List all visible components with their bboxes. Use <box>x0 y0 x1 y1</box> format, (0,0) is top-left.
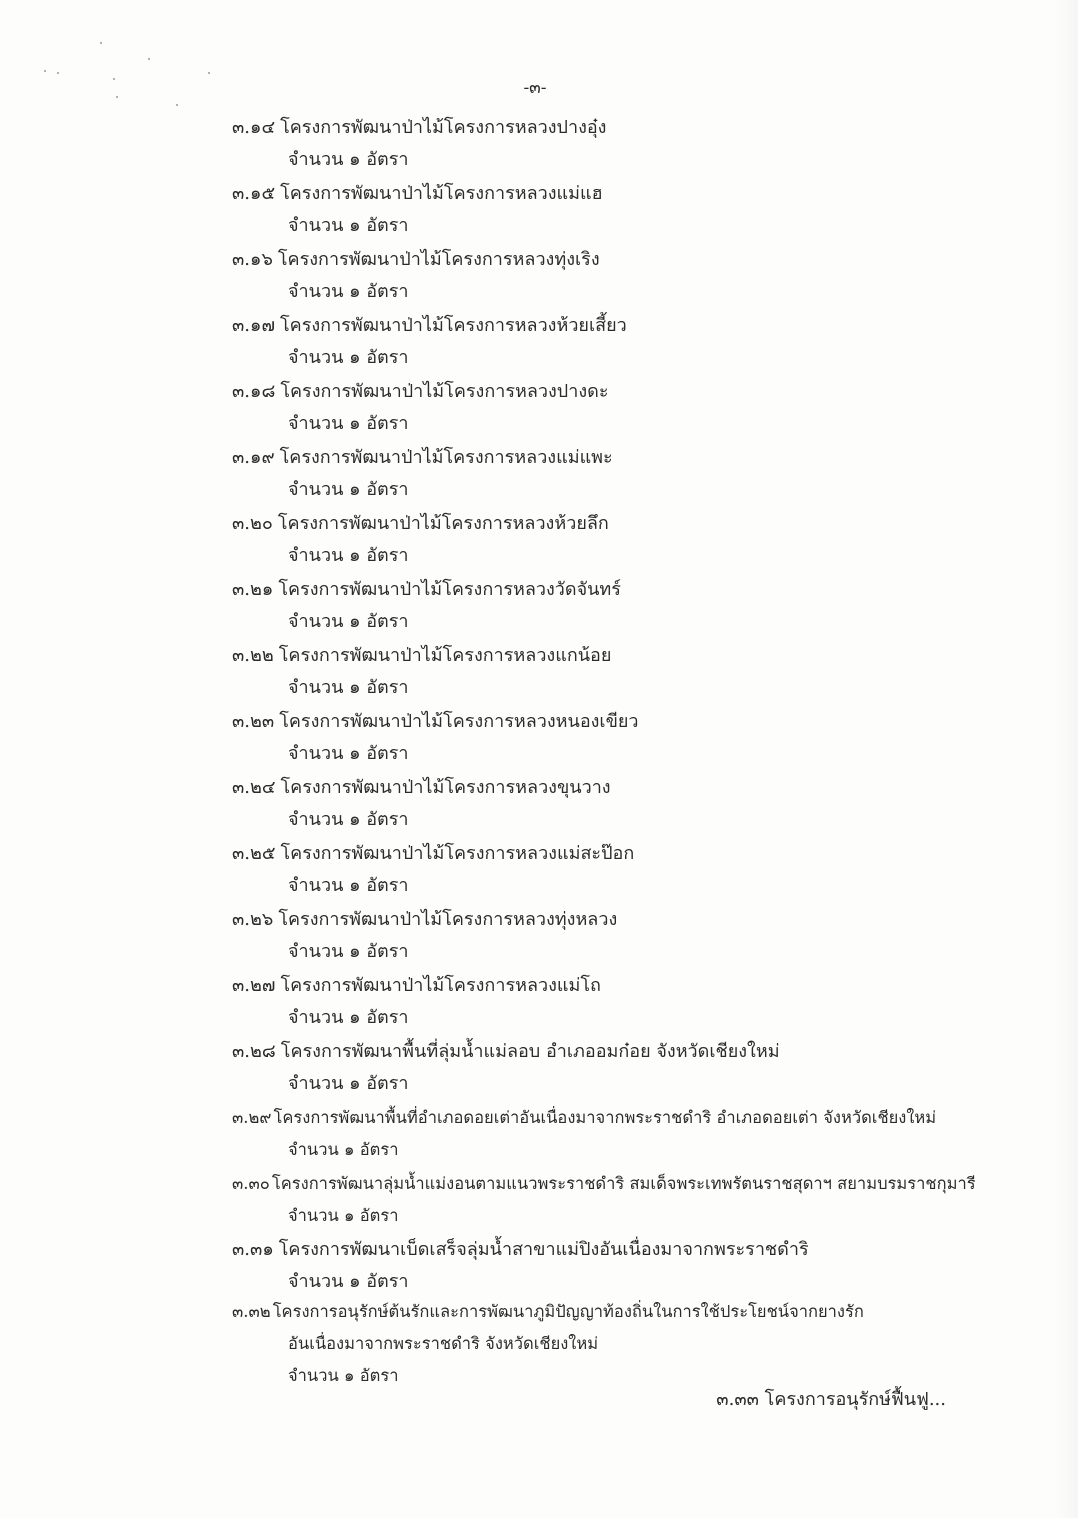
item-title: โครงการพัฒนาป่าไม้โครงการหลวงขุนวาง <box>280 777 611 798</box>
list-item <box>232 508 972 572</box>
item-heading <box>232 838 972 870</box>
item-count: จำนวน ๑ อัตรา <box>288 875 409 896</box>
item-number: ๓.๑๕ <box>232 183 276 204</box>
item-count: จำนวน ๑ อัตรา <box>288 941 409 962</box>
list-item <box>232 376 972 440</box>
list-item <box>232 574 972 638</box>
item-heading <box>232 1036 972 1068</box>
item-number: ๓.๒๕ <box>232 843 276 864</box>
item-count: จำนวน ๑ อัตรา <box>288 677 409 698</box>
scan-speck <box>113 78 115 80</box>
item-number: ๓.๓๐ <box>232 1174 270 1193</box>
item-number: ๓.๑๘ <box>232 381 276 402</box>
item-title: โครงการพัฒนาป่าไม้โครงการหลวงแกน้อย <box>278 645 612 666</box>
list-item <box>232 706 972 770</box>
item-title: โครงการพัฒนาป่าไม้โครงการหลวงวัดจันทร์ <box>278 579 621 600</box>
item-title: โครงการพัฒนาป่าไม้โครงการหลวงห้วยลึก <box>277 513 609 534</box>
item-heading <box>232 1102 972 1134</box>
item-count: จำนวน ๑ อัตรา <box>288 545 409 566</box>
item-number: ๓.๑๗ <box>232 315 275 336</box>
list-item <box>232 442 972 506</box>
item-number: ๓.๓๑ <box>232 1239 274 1260</box>
item-heading <box>232 574 972 606</box>
item-title: โครงการพัฒนาเบ็ดเสร็จลุ่มน้ำสาขาแม่ปิงอันเนื่องมาจากพระราชดำริ <box>278 1239 809 1260</box>
item-title: โครงการพัฒนาป่าไม้โครงการหลวงห้วยเสี้ยว <box>280 315 627 336</box>
scan-speck <box>208 72 210 74</box>
list-item <box>232 838 972 902</box>
list-item <box>232 904 972 968</box>
item-count: จำนวน ๑ อัตรา <box>288 1007 409 1028</box>
item-count: จำนวน ๑ อัตรา <box>288 809 409 830</box>
list-item <box>232 178 972 242</box>
item-heading <box>232 1168 976 1200</box>
item-number: ๓.๒๘ <box>232 1041 276 1062</box>
item-number: ๓.๒๖ <box>232 909 274 930</box>
item-count: จำนวน ๑ อัตรา <box>288 1206 399 1225</box>
item-number: ๓.๒๒ <box>232 645 274 666</box>
item-heading <box>232 772 972 804</box>
list-item <box>232 112 972 176</box>
item-title: โครงการพัฒนาป่าไม้โครงการหลวงทุ่งหลวง <box>278 909 618 930</box>
scan-speck <box>100 42 102 44</box>
item-number: ๓.๑๔ <box>232 117 276 138</box>
item-count: จำนวน ๑ อัตรา <box>288 281 409 302</box>
item-title: โครงการพัฒนาพื้นที่อำเภอดอยเต่าอันเนื่องมาจากพระราชดำริ อำเภอดอยเต่า จังหวัดเชียงใหม่ <box>273 1108 937 1127</box>
item-number: ๓.๒๗ <box>232 975 276 996</box>
item-count: จำนวน ๑ อัตรา <box>288 1366 399 1385</box>
item-title: โครงการพัฒนาป่าไม้โครงการหลวงแม่แฮ <box>280 183 603 204</box>
item-title: โครงการพัฒนาป่าไม้โครงการหลวงแม่แพะ <box>279 447 613 468</box>
item-title: โครงการพัฒนาป่าไม้โครงการหลวงทุ่งเริง <box>277 249 600 270</box>
list-item <box>232 1296 972 1392</box>
item-number: ๓.๒๐ <box>232 513 273 534</box>
item-title-continuation: อันเนื่องมาจากพระราชดำริ จังหวัดเชียงใหม่ <box>288 1334 599 1353</box>
item-title: โครงการอนุรักษ์ต้นรักและการพัฒนาภูมิปัญญาท้องถิ่นในการใช้ประโยชน์จากยางรัก <box>272 1302 864 1321</box>
item-heading <box>232 904 972 936</box>
item-number: ๓.๒๑ <box>232 579 274 600</box>
item-heading <box>232 1296 972 1328</box>
scan-speck <box>44 70 46 72</box>
list-item <box>232 310 972 374</box>
item-title: โครงการพัฒนาพื้นที่ลุ่มน้ำแม่ลอบ อำเภออมก๋อย จังหวัดเชียงใหม่ <box>280 1041 780 1062</box>
item-number: ๓.๑๖ <box>232 249 273 270</box>
item-count: จำนวน ๑ อัตรา <box>288 413 409 434</box>
item-heading <box>232 442 972 474</box>
item-count: จำนวน ๑ อัตรา <box>288 1271 409 1292</box>
item-title: โครงการพัฒนาป่าไม้โครงการหลวงแม่สะป๊อก <box>280 843 635 864</box>
item-heading <box>232 310 972 342</box>
list-item <box>232 970 972 1034</box>
scan-speck <box>116 96 118 98</box>
list-item <box>232 1234 972 1298</box>
scan-speck <box>148 58 150 60</box>
item-number: ๓.๒๙ <box>232 1108 272 1127</box>
item-count: จำนวน ๑ อัตรา <box>288 611 409 632</box>
item-title: โครงการพัฒนาป่าไม้โครงการหลวงแม่โถ <box>280 975 601 996</box>
list-item <box>232 640 972 704</box>
item-count: จำนวน ๑ อัตรา <box>288 149 409 170</box>
item-title: โครงการพัฒนาป่าไม้โครงการหลวงปางอุ๋ง <box>280 117 607 138</box>
scan-edge <box>1054 0 1078 1518</box>
item-heading <box>232 244 972 276</box>
item-number: ๓.๒๓ <box>232 711 275 732</box>
list-item <box>232 772 972 836</box>
list-item <box>232 1102 972 1166</box>
item-number: ๓.๓๒ <box>232 1302 271 1321</box>
list-item <box>232 1168 976 1232</box>
item-count: จำนวน ๑ อัตรา <box>288 1073 409 1094</box>
page-number: -๓- <box>523 78 547 98</box>
item-heading <box>232 112 972 144</box>
item-count: จำนวน ๑ อัตรา <box>288 479 409 500</box>
item-title: โครงการพัฒนาป่าไม้โครงการหลวงปางดะ <box>280 381 609 402</box>
item-count: จำนวน ๑ อัตรา <box>288 743 409 764</box>
item-title: โครงการพัฒนาป่าไม้โครงการหลวงหนองเขียว <box>279 711 639 732</box>
item-heading <box>232 376 972 408</box>
item-heading <box>232 706 972 738</box>
scan-speck <box>57 72 59 74</box>
item-count: จำนวน ๑ อัตรา <box>288 1140 399 1159</box>
list-item <box>232 1036 972 1100</box>
item-heading <box>232 970 972 1002</box>
item-count: จำนวน ๑ อัตรา <box>288 347 409 368</box>
continuation-text: ๓.๓๓ โครงการอนุรักษ์ฟื้นฟู... <box>716 1389 946 1410</box>
item-count: จำนวน ๑ อัตรา <box>288 215 409 236</box>
item-number: ๓.๑๙ <box>232 447 275 468</box>
item-heading <box>232 1234 972 1266</box>
item-number: ๓.๒๔ <box>232 777 276 798</box>
item-title: โครงการพัฒนาลุ่มน้ำแม่งอนตามแนวพระราชดำริ สมเด็จพระเทพรัตนราชสุดาฯ สยามบรมราชกุมารี <box>271 1174 976 1193</box>
item-heading <box>232 508 972 540</box>
list-item <box>232 244 972 308</box>
scan-speck <box>176 104 178 106</box>
item-heading <box>232 178 972 210</box>
item-heading <box>232 640 972 672</box>
